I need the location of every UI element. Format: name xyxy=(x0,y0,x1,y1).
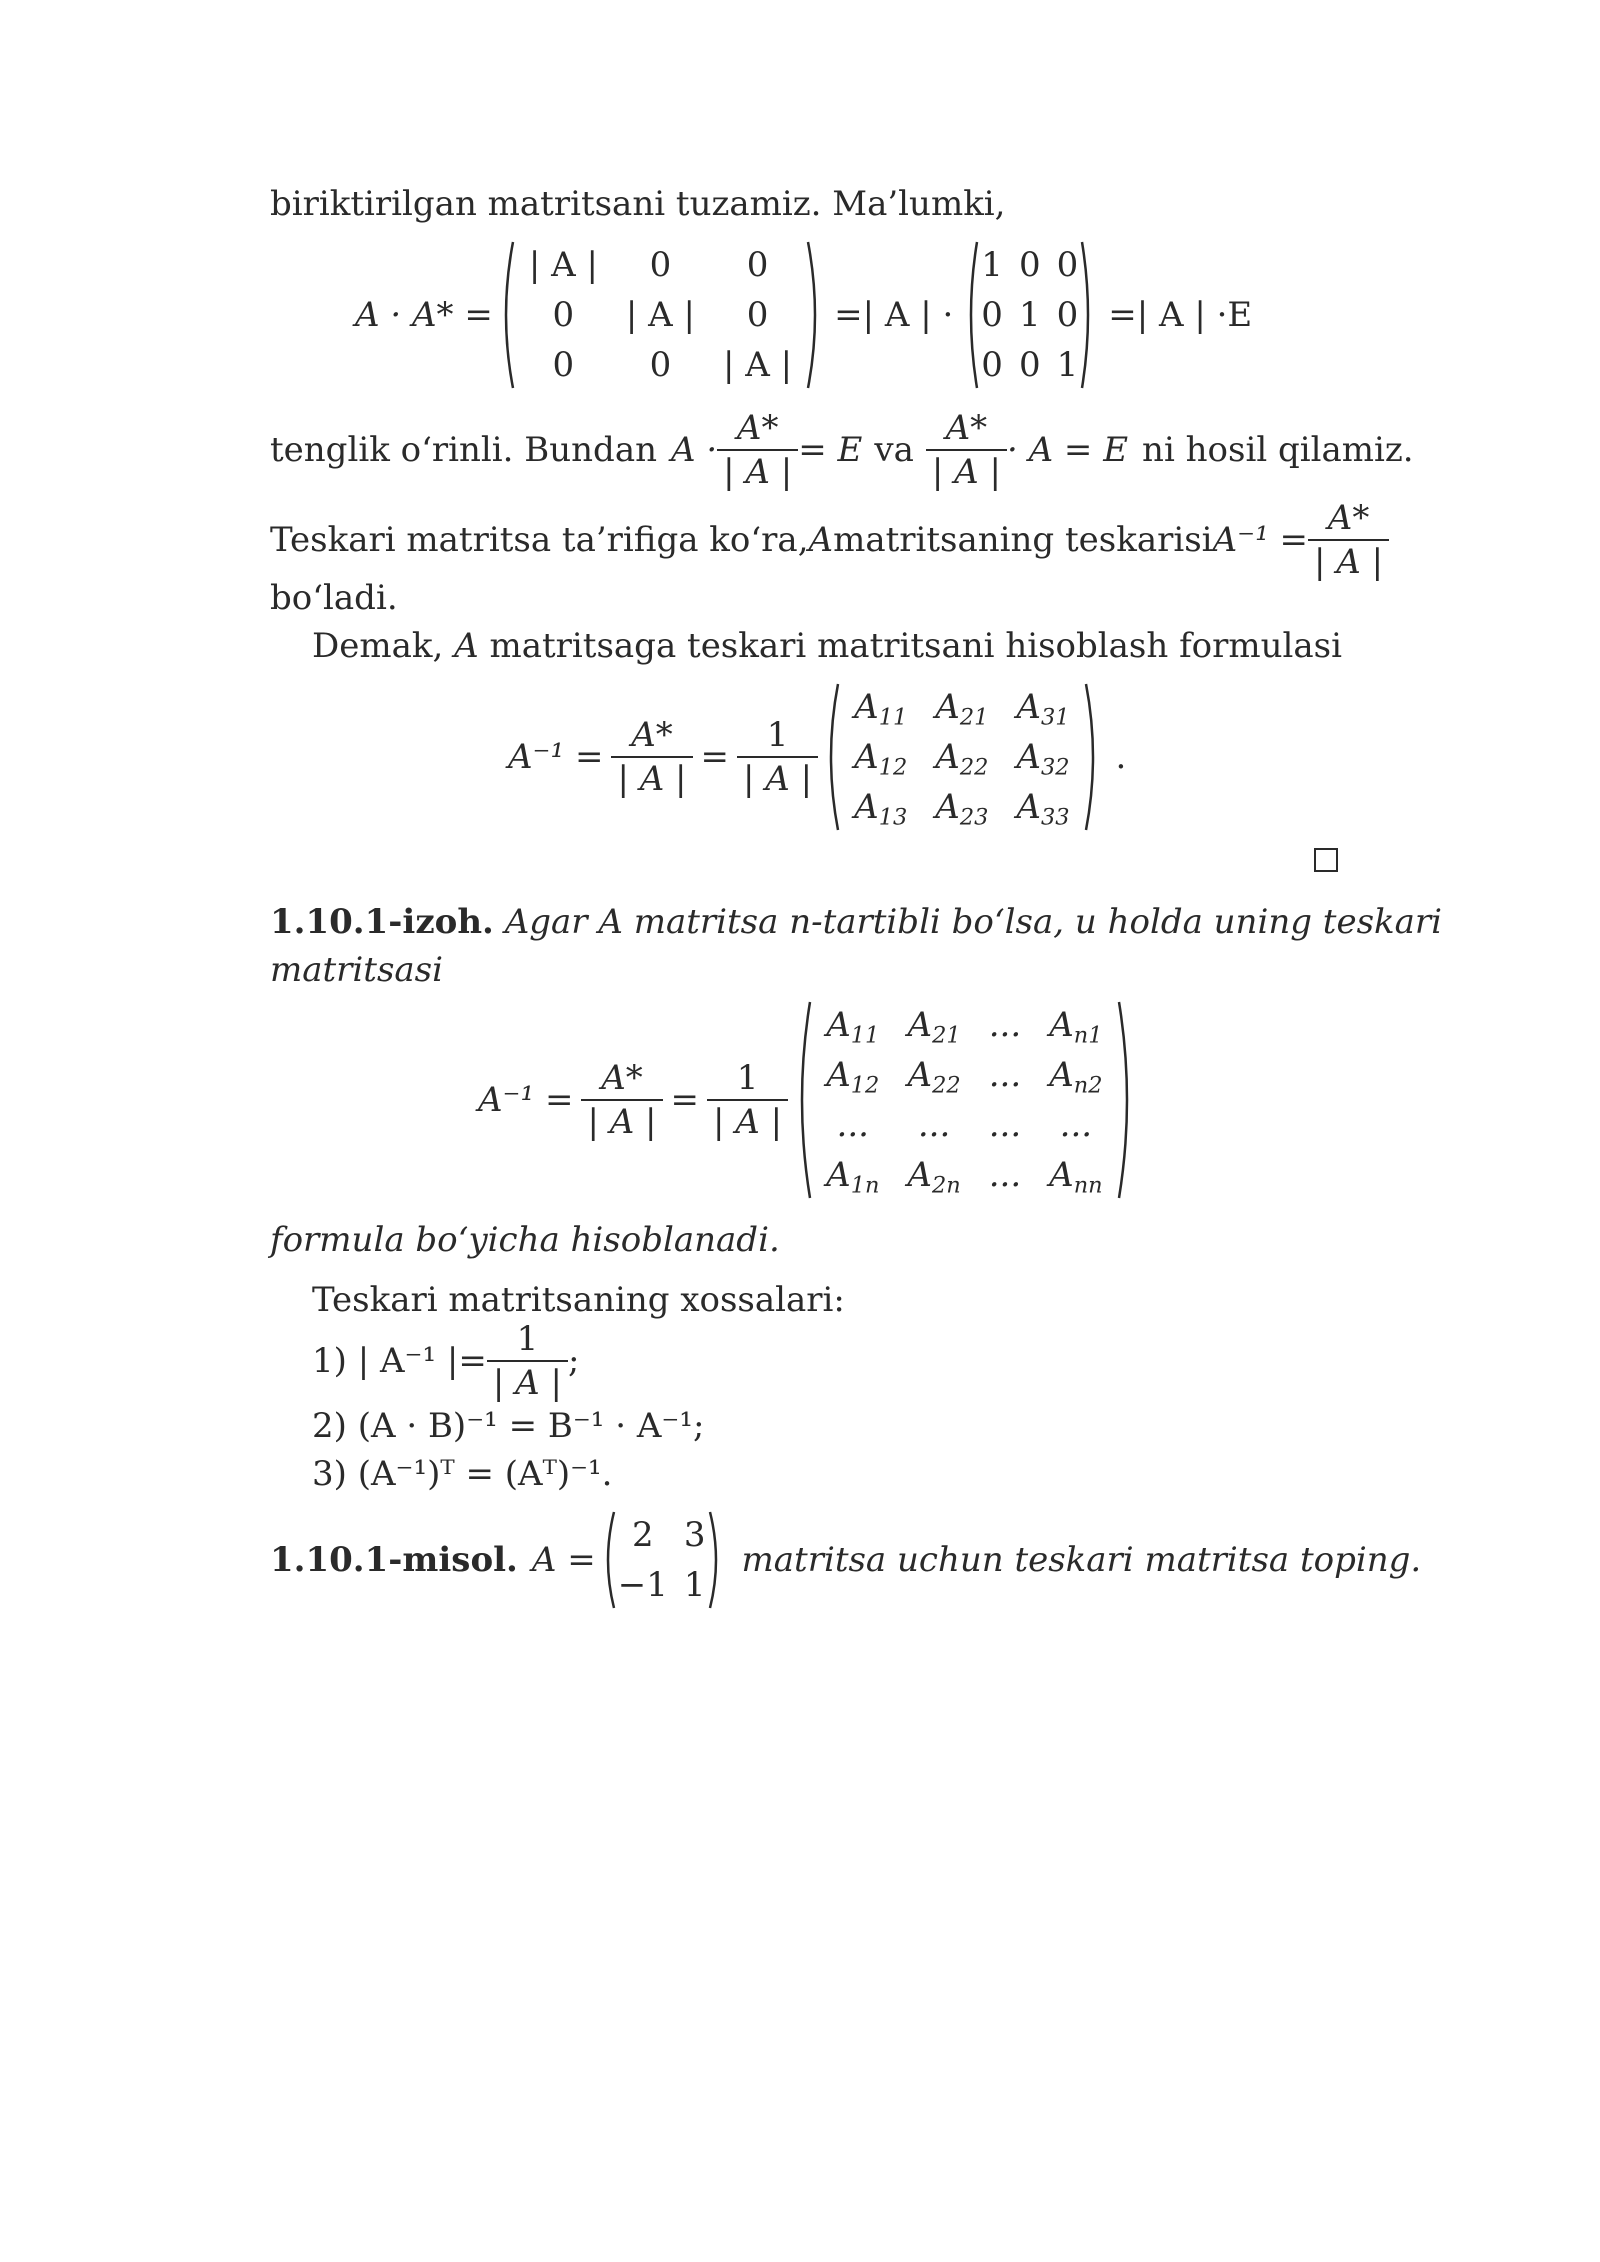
text-line-4: bo‘ladi. xyxy=(270,578,398,618)
text-line-5 xyxy=(312,624,1342,668)
remark-line-3: formula bo‘yicha hisoblanadi. xyxy=(270,1220,780,1260)
eq3-matrix xyxy=(792,1000,1137,1200)
matrix-cell: | A | xyxy=(528,245,598,285)
eq2-matrix-table xyxy=(840,682,1083,832)
eq2-lhs: A⁻¹ = xyxy=(508,737,604,777)
eq1-rhs: =| A | ·E xyxy=(1108,295,1253,335)
matrix-cell: 1 xyxy=(1018,295,1041,335)
line2-text-d: va xyxy=(874,430,914,470)
eq1-matrix-2-table xyxy=(973,240,1086,390)
fraction-denominator: | A | xyxy=(931,452,1001,492)
fraction-numerator: A* xyxy=(717,407,798,451)
property-3: 3) (A⁻¹)ᵀ = (Aᵀ)⁻¹. xyxy=(312,1454,613,1494)
matrix-cell: ... xyxy=(1059,1105,1093,1145)
matrix-cell: $A_{12}$ xyxy=(854,737,908,781)
fraction xyxy=(737,714,818,800)
line5-text-c: matritsaga teskari matritsani hisoblash formulasi xyxy=(489,626,1342,666)
fraction xyxy=(926,407,1007,493)
matrix-cell: 0 xyxy=(552,345,575,385)
fraction-denominator: | A | xyxy=(743,759,813,799)
remark-label: 1.10.1-izoh. xyxy=(270,902,494,942)
equation-inverse-nxn xyxy=(478,1000,1141,1200)
fraction-numerator: 1 xyxy=(737,714,818,758)
equals-sign: = xyxy=(670,1080,700,1120)
matrix-cell: 0 xyxy=(746,245,769,285)
matrix-cell: 0 xyxy=(981,295,1003,335)
text-line-2 xyxy=(270,400,1414,500)
matrix-cell: $A_{22}$ xyxy=(907,1055,961,1099)
fraction-denominator: | A | xyxy=(492,1363,562,1403)
equation-adjugate-product xyxy=(355,240,1252,390)
line2-text-a: tenglik o‘rinli. Bundan xyxy=(270,430,657,470)
equation-inverse-3x3 xyxy=(508,682,1126,832)
remark-line-1 xyxy=(270,900,1442,944)
matrix-cell: 2 xyxy=(631,1515,654,1555)
text-line-1: biriktirilgan matritsani tuzamiz. Ma’lumki, xyxy=(270,184,1006,224)
matrix-cell: $A_{23}$ xyxy=(935,787,989,831)
matrix-cell: 0 xyxy=(1018,345,1041,385)
matrix-cell: $A_{22}$ xyxy=(935,737,989,781)
example-matrix xyxy=(600,1510,724,1610)
property-1-text: 1) | A⁻¹ |= xyxy=(312,1341,487,1381)
fraction xyxy=(717,407,798,493)
property-1 xyxy=(312,1316,579,1406)
fraction-numerator: 1 xyxy=(707,1057,788,1101)
matrix-cell: ... xyxy=(917,1105,951,1145)
line2-text-b: A · xyxy=(670,430,718,470)
fraction-numerator: 1 xyxy=(487,1318,568,1362)
matrix-cell: $A_{21}$ xyxy=(907,1005,961,1049)
matrix-cell: ... xyxy=(988,1005,1022,1045)
matrix-cell: 0 xyxy=(1056,245,1079,285)
matrix-cell: $A_{13}$ xyxy=(854,787,908,831)
eq3-lhs: A⁻¹ = xyxy=(478,1080,574,1120)
matrix-cell: ... xyxy=(988,1155,1022,1195)
example-text: matritsa uchun teskari matritsa toping. xyxy=(741,1540,1422,1580)
eq2-matrix xyxy=(822,682,1101,832)
qed-square-icon xyxy=(1314,848,1338,872)
line3-text-d: A⁻¹ = xyxy=(1212,520,1308,560)
fraction-denominator: | A | xyxy=(1314,542,1384,582)
eq2-end: . xyxy=(1115,737,1127,777)
matrix-cell: 1 xyxy=(981,245,1003,285)
equals-sign: = xyxy=(700,737,730,777)
matrix-cell: 0 xyxy=(981,345,1003,385)
line2-text-c: = E xyxy=(798,430,863,470)
fraction xyxy=(487,1318,568,1404)
matrix-cell: 1 xyxy=(1056,345,1079,385)
matrix-cell: ... xyxy=(988,1055,1022,1095)
eq1-matrix-1 xyxy=(497,240,824,390)
matrix-cell: $A_{n2}$ xyxy=(1049,1055,1103,1099)
matrix-cell: 0 xyxy=(746,295,769,335)
text-line-3 xyxy=(270,490,1384,590)
fraction-denominator: | A | xyxy=(723,452,793,492)
matrix-cell: $A_{31}$ xyxy=(1016,687,1070,731)
matrix-cell: $A_{n1}$ xyxy=(1049,1005,1103,1049)
example-lhs: A = xyxy=(531,1540,596,1580)
matrix-cell: 0 xyxy=(552,295,575,335)
property-2: 2) (A · B)⁻¹ = B⁻¹ · A⁻¹; xyxy=(312,1406,705,1446)
line3-text-c: matritsaning teskarisi xyxy=(833,520,1213,560)
matrix-cell: | A | xyxy=(625,295,696,335)
eq3-matrix-table xyxy=(812,1000,1117,1200)
line3-text-a: Teskari matritsa ta’rifiga ko‘ra, xyxy=(270,520,809,560)
line3-text-b: A xyxy=(808,520,834,560)
eq1-lhs: A · A* = xyxy=(355,295,493,335)
eq1-mid: =| A | · xyxy=(834,295,954,335)
property-1-end: ; xyxy=(567,1341,580,1381)
line5-text-b: A xyxy=(454,626,479,666)
eq1-matrix-1-table xyxy=(515,240,806,390)
fraction xyxy=(707,1057,788,1143)
example-line xyxy=(270,1510,1421,1610)
matrix-cell: | A | xyxy=(723,345,793,385)
matrix-cell: $A_{1n}$ xyxy=(826,1155,880,1199)
remark-text-a: Agar A matritsa n-tartibli bo‘lsa, u holda uning teskari xyxy=(504,902,1443,942)
matrix-cell: $A_{33}$ xyxy=(1016,787,1070,831)
matrix-cell: 1 xyxy=(683,1565,706,1605)
fraction xyxy=(581,1057,662,1143)
matrix-cell: ... xyxy=(988,1105,1022,1145)
line5-text-a: Demak, xyxy=(312,626,444,666)
fraction-denominator: | A | xyxy=(587,1102,657,1142)
matrix-cell: $A_{21}$ xyxy=(935,687,989,731)
matrix-cell: 0 xyxy=(649,245,672,285)
fraction xyxy=(1308,497,1389,583)
fraction-numerator: A* xyxy=(926,407,1007,451)
matrix-cell: $A_{11}$ xyxy=(854,687,908,731)
matrix-cell: $A_{11}$ xyxy=(826,1005,880,1049)
matrix-cell: $A_{2n}$ xyxy=(907,1155,961,1199)
matrix-cell: $A_{nn}$ xyxy=(1049,1155,1103,1199)
example-matrix-table xyxy=(610,1510,714,1610)
line2-text-f: ni hosil qilamiz. xyxy=(1142,430,1414,470)
properties-title: Teskari matritsaning xossalari: xyxy=(312,1280,845,1320)
line2-text-e: · A = E xyxy=(1006,430,1129,470)
matrix-cell: 3 xyxy=(683,1515,706,1555)
matrix-cell: ... xyxy=(836,1105,869,1145)
eq1-matrix-2 xyxy=(963,240,1096,390)
fraction-numerator: A* xyxy=(581,1057,662,1101)
matrix-cell: 0 xyxy=(1018,245,1041,285)
matrix-cell: $A_{32}$ xyxy=(1016,737,1070,781)
fraction-numerator: A* xyxy=(611,714,692,758)
matrix-cell: 0 xyxy=(1056,295,1079,335)
example-label: 1.10.1-misol. xyxy=(270,1540,518,1580)
matrix-cell: $A_{12}$ xyxy=(826,1055,880,1099)
fraction-denominator: | A | xyxy=(713,1102,783,1142)
fraction-numerator: A* xyxy=(1308,497,1389,541)
matrix-cell: 0 xyxy=(649,345,672,385)
fraction xyxy=(611,714,692,800)
fraction-denominator: | A | xyxy=(617,759,687,799)
remark-line-2: matritsasi xyxy=(270,950,444,990)
matrix-cell: −1 xyxy=(617,1565,668,1605)
